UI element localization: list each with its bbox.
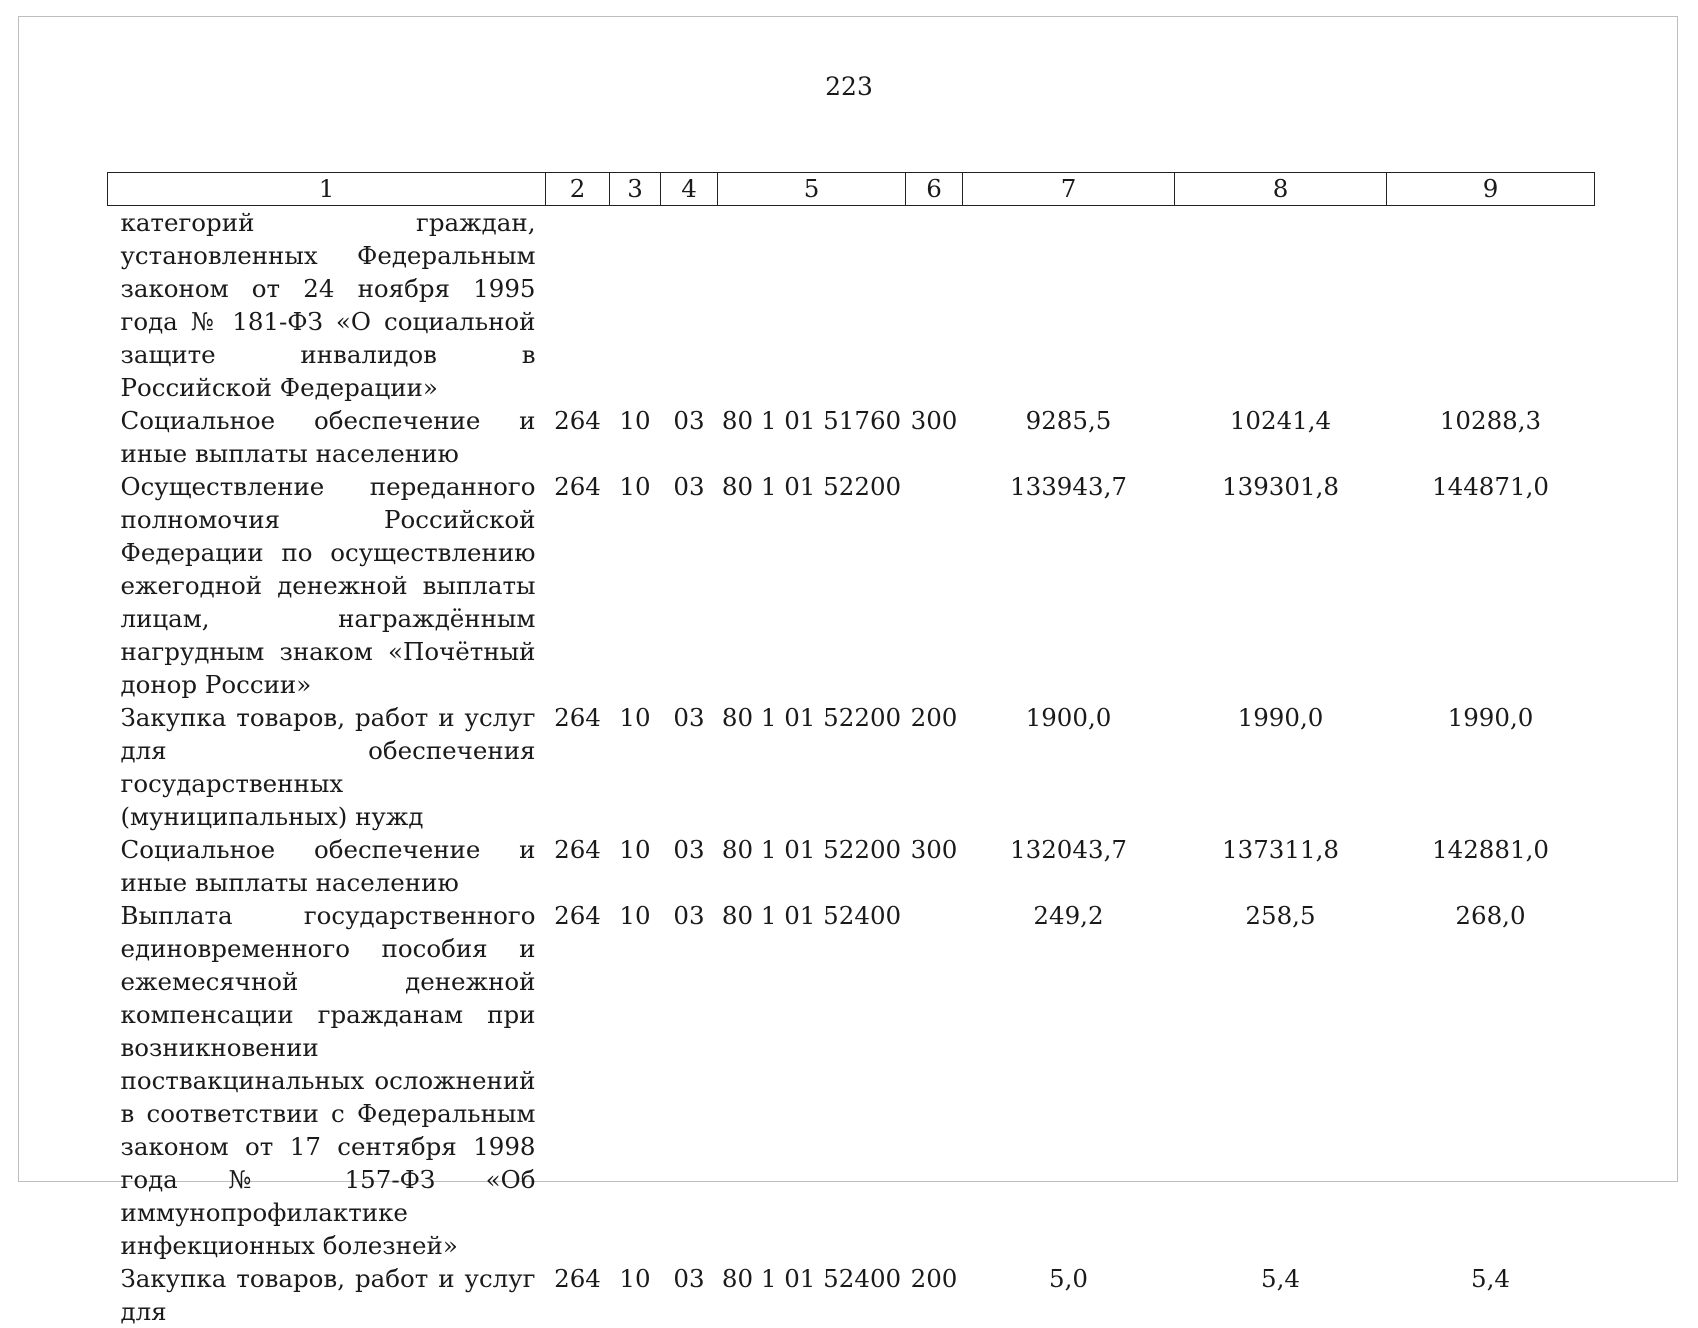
cell-col3: 10 (619, 835, 651, 864)
cell-col7: 1900,0 (1025, 703, 1112, 732)
cell-col5 (718, 206, 906, 405)
cell-col4: 03 (673, 472, 705, 501)
cell-col4: 03 (673, 703, 705, 732)
cell-col5: 80 1 01 52400 (721, 901, 902, 930)
cell-col9: 268,0 (1455, 901, 1526, 930)
budget-table (107, 172, 1595, 1328)
header-cell-3: 3 (610, 173, 661, 206)
header-row (108, 173, 1595, 206)
cell-col3: 10 (619, 703, 651, 732)
table-row (108, 899, 1595, 1262)
header-cell-8: 8 (1175, 173, 1387, 206)
cell-col4: 03 (673, 901, 705, 930)
table-row (108, 470, 1595, 701)
cell-col8 (1175, 206, 1387, 405)
cell-col4 (661, 206, 718, 405)
cell-col7 (963, 206, 1175, 405)
table-row (108, 1262, 1595, 1328)
header-cell-2: 2 (546, 173, 610, 206)
cell-col8: 137311,8 (1222, 835, 1339, 864)
cell-col2: 264 (554, 406, 601, 435)
cell-col5: 80 1 01 52200 (721, 835, 902, 864)
row-name: Закупка товаров, работ и услуг для (120, 1264, 536, 1326)
table-row (108, 701, 1595, 833)
cell-col9: 5,4 (1471, 1264, 1510, 1293)
page-number: 223 (825, 72, 873, 101)
cell-col2: 264 (554, 1264, 601, 1293)
cell-col3: 10 (619, 406, 651, 435)
cell-col6 (906, 899, 963, 1262)
cell-col8: 139301,8 (1222, 472, 1339, 501)
cell-col7: 249,2 (1033, 901, 1104, 930)
cell-col6: 200 (910, 1264, 958, 1293)
cell-col7: 132043,7 (1010, 835, 1127, 864)
table-row (108, 404, 1595, 470)
cell-col7: 9285,5 (1025, 406, 1112, 435)
cell-col6 (906, 470, 963, 701)
cell-col3: 10 (619, 472, 651, 501)
header-cell-1: 1 (108, 173, 546, 206)
header-cell-5: 5 (718, 173, 906, 206)
cell-col6: 300 (910, 406, 958, 435)
cell-col7: 5,0 (1049, 1264, 1088, 1293)
row-name: Социальное обеспечение и иные выплаты населению (120, 835, 536, 897)
cell-col8: 258,5 (1245, 901, 1316, 930)
cell-col8: 1990,0 (1237, 703, 1324, 732)
cell-col2: 264 (554, 703, 601, 732)
cell-col3 (610, 206, 661, 405)
cell-col2: 264 (554, 901, 601, 930)
cell-col6: 300 (910, 835, 958, 864)
header-cell-4: 4 (661, 173, 718, 206)
cell-col6 (906, 206, 963, 405)
cell-col5: 80 1 01 52200 (721, 703, 902, 732)
cell-col3: 10 (619, 901, 651, 930)
cell-col5: 80 1 01 52200 (721, 472, 902, 501)
cell-col4: 03 (673, 835, 705, 864)
cell-col4: 03 (673, 1264, 705, 1293)
row-name: Выплата государственного единовременного пособия и ежемесячной денежной компенсации гражданам при возникновении поствакцинальных осложнений в соответствии с Федеральным законом от 17 сентября 1998 года № 157-ФЗ «Об иммунопрофилактике инфекционных болезней» (120, 901, 536, 1260)
cell-col2: 264 (554, 472, 601, 501)
cell-col8: 5,4 (1261, 1264, 1300, 1293)
cell-col4: 03 (673, 406, 705, 435)
cell-col5: 80 1 01 52400 (721, 1264, 902, 1293)
cell-col5: 80 1 01 51760 (721, 406, 902, 435)
cell-col9: 142881,0 (1432, 835, 1549, 864)
header-cell-7: 7 (963, 173, 1175, 206)
table-row (108, 833, 1595, 899)
cell-col9: 1990,0 (1447, 703, 1534, 732)
header-cell-6: 6 (906, 173, 963, 206)
row-name: Осуществление переданного полномочия Российской Федерации по осуществлению ежегодной денежной выплаты лицам, награждённым нагрудным знаком «Почётный донор России» (120, 472, 536, 699)
cell-col7: 133943,7 (1010, 472, 1127, 501)
cell-col3: 10 (619, 1264, 651, 1293)
cell-col2: 264 (554, 835, 601, 864)
table-row (108, 206, 1595, 405)
cell-col6: 200 (910, 703, 958, 732)
cell-col9: 144871,0 (1432, 472, 1549, 501)
cell-col9: 10288,3 (1439, 406, 1542, 435)
cell-col9 (1387, 206, 1595, 405)
header-cell-9: 9 (1387, 173, 1595, 206)
cell-col2 (546, 206, 610, 405)
cell-col8: 10241,4 (1229, 406, 1332, 435)
row-name: Закупка товаров, работ и услуг для обеспечения государственных (муниципальных) нужд (120, 703, 536, 831)
row-name: категорий граждан, установленных Федеральным законом от 24 ноября 1995 года № 181-ФЗ «О социальной защите инвалидов в Российской Федерации» (120, 208, 536, 402)
row-name: Социальное обеспечение и иные выплаты населению (120, 406, 536, 468)
